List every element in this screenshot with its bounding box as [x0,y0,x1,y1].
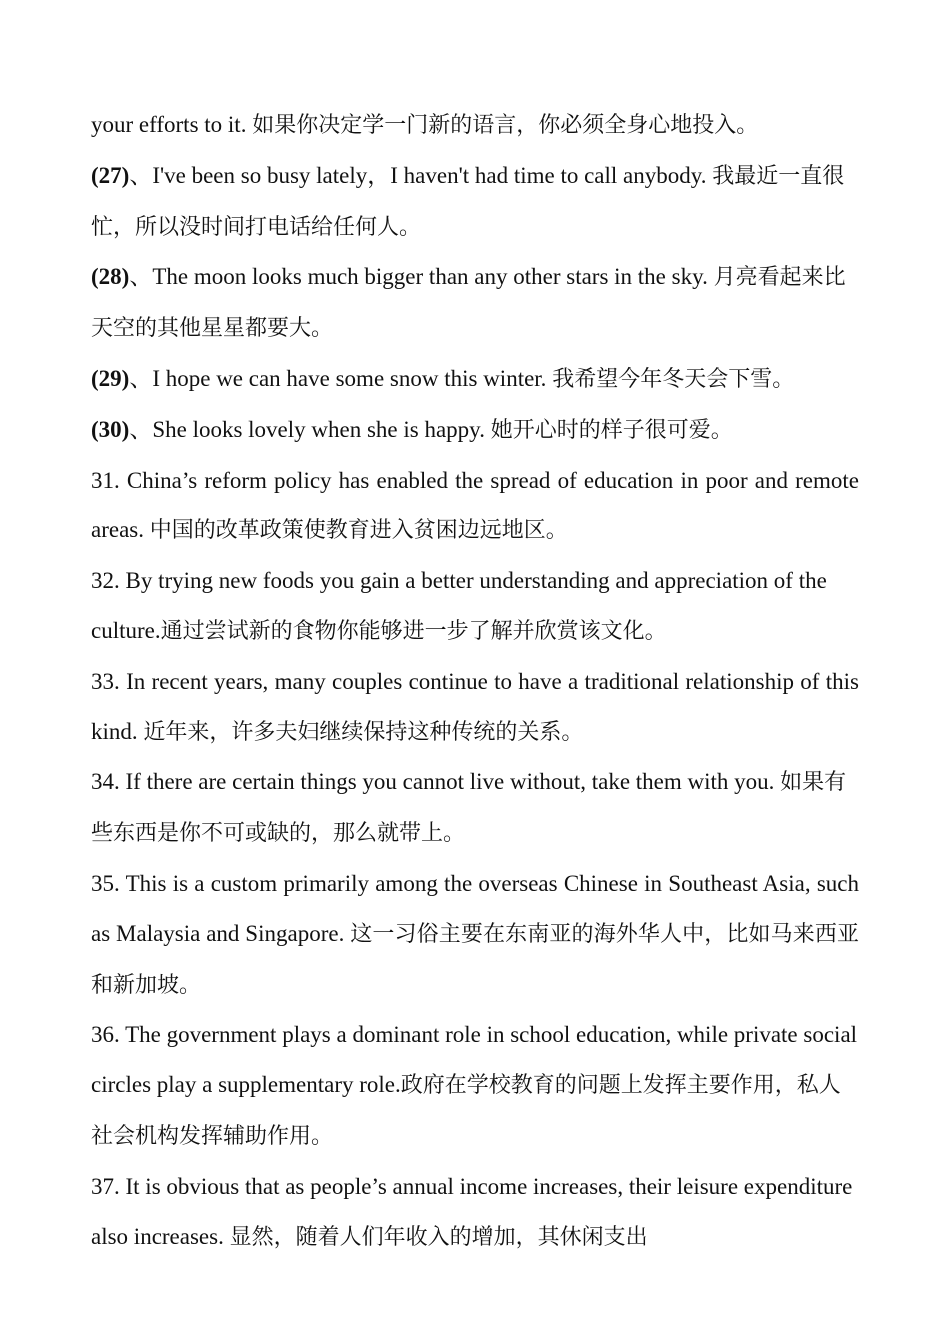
sentence-28 [91,252,859,354]
sentence-cn: 如果有些东西是你不可或缺的，那么就带上。 [91,770,847,847]
sentence-cn: 她开心时的样子很可爱。 [490,417,733,443]
sentence-cn: 我希望今年冬天会下雪。 [552,366,795,392]
sentence-31 [91,456,859,557]
sentence-en: 35. This is a custom primarily among the overseas Chinese in Southeast Asia, such as Malaysia and Singapore. [91,870,859,946]
sentence-cn: 通过尝试新的食物你能够进一步了解并欣赏该文化。 [160,618,667,644]
sentence-en: 34. If there are certain things you cannot live without, take them with you. [91,769,781,795]
sentence-33 [91,657,859,758]
sentence-en: 、I hope we can have some snow this winter. [129,365,553,391]
sentence-cn: 显然，随着人们年收入的增加，其休闲支出 [229,1224,648,1250]
sentence-35 [91,859,859,1010]
sentence-number: (30) [91,416,130,442]
sentence-34 [91,757,859,859]
sentence-en: 33. In recent years, many couples continue to have a traditional relationship of this kind. [91,668,859,744]
sentence-36 [91,1010,859,1161]
sentence-en: 37. It is obvious that as people’s annual income increases, their leisure expenditure also increases. [91,1173,853,1249]
sentence-cn: 如果你决定学一门新的语言，你必须全身心地投入。 [252,113,759,138]
sentence-en: 、The moon looks much bigger than any other stars in the sky. [129,264,714,290]
sentence-cn: 我最近一直很忙，所以没时间打电话给任何人。 [91,163,845,240]
sentence-en: your efforts to it. [91,112,253,137]
sentence-cn: 中国的改革政策使教育进入贫困边远地区。 [149,518,568,544]
sentence-en: 、I've been so busy lately，I haven't had time to call anybody. [129,162,713,188]
sentence-26-tail [91,100,859,151]
sentence-number: (27) [91,162,130,188]
sentence-37 [91,1162,859,1263]
sentence-number: (29) [91,365,130,391]
sentence-cn: 政府在学校教育的问题上发挥主要作用，私人社会机构发挥辅助作用。 [91,1073,841,1149]
sentence-number: (28) [91,264,130,290]
sentence-27 [91,151,859,253]
sentence-en: 31. China’s reform policy has enabled the spread of education in poor and remote areas. [91,467,859,543]
sentence-en: 32. By trying new foods you gain a better understanding and appreciation of the culture. [91,568,827,643]
sentence-32 [91,556,859,657]
sentence-30 [91,405,859,456]
document-page [91,100,859,1262]
sentence-cn: 这一习俗主要在东南亚的海外华人中，比如马来西亚和新加坡。 [91,921,859,998]
sentence-en: 36. The government plays a dominant role in school education, while private social circles play a supplementary role. [91,1022,858,1098]
sentence-cn: 近年来，许多夫妇继续保持这种传统的关系。 [143,719,584,745]
sentence-29 [91,354,859,405]
sentence-en: 、She looks lovely when she is happy. [129,416,491,442]
sentence-cn: 月亮看起来比天空的其他星星都要大。 [91,265,846,342]
